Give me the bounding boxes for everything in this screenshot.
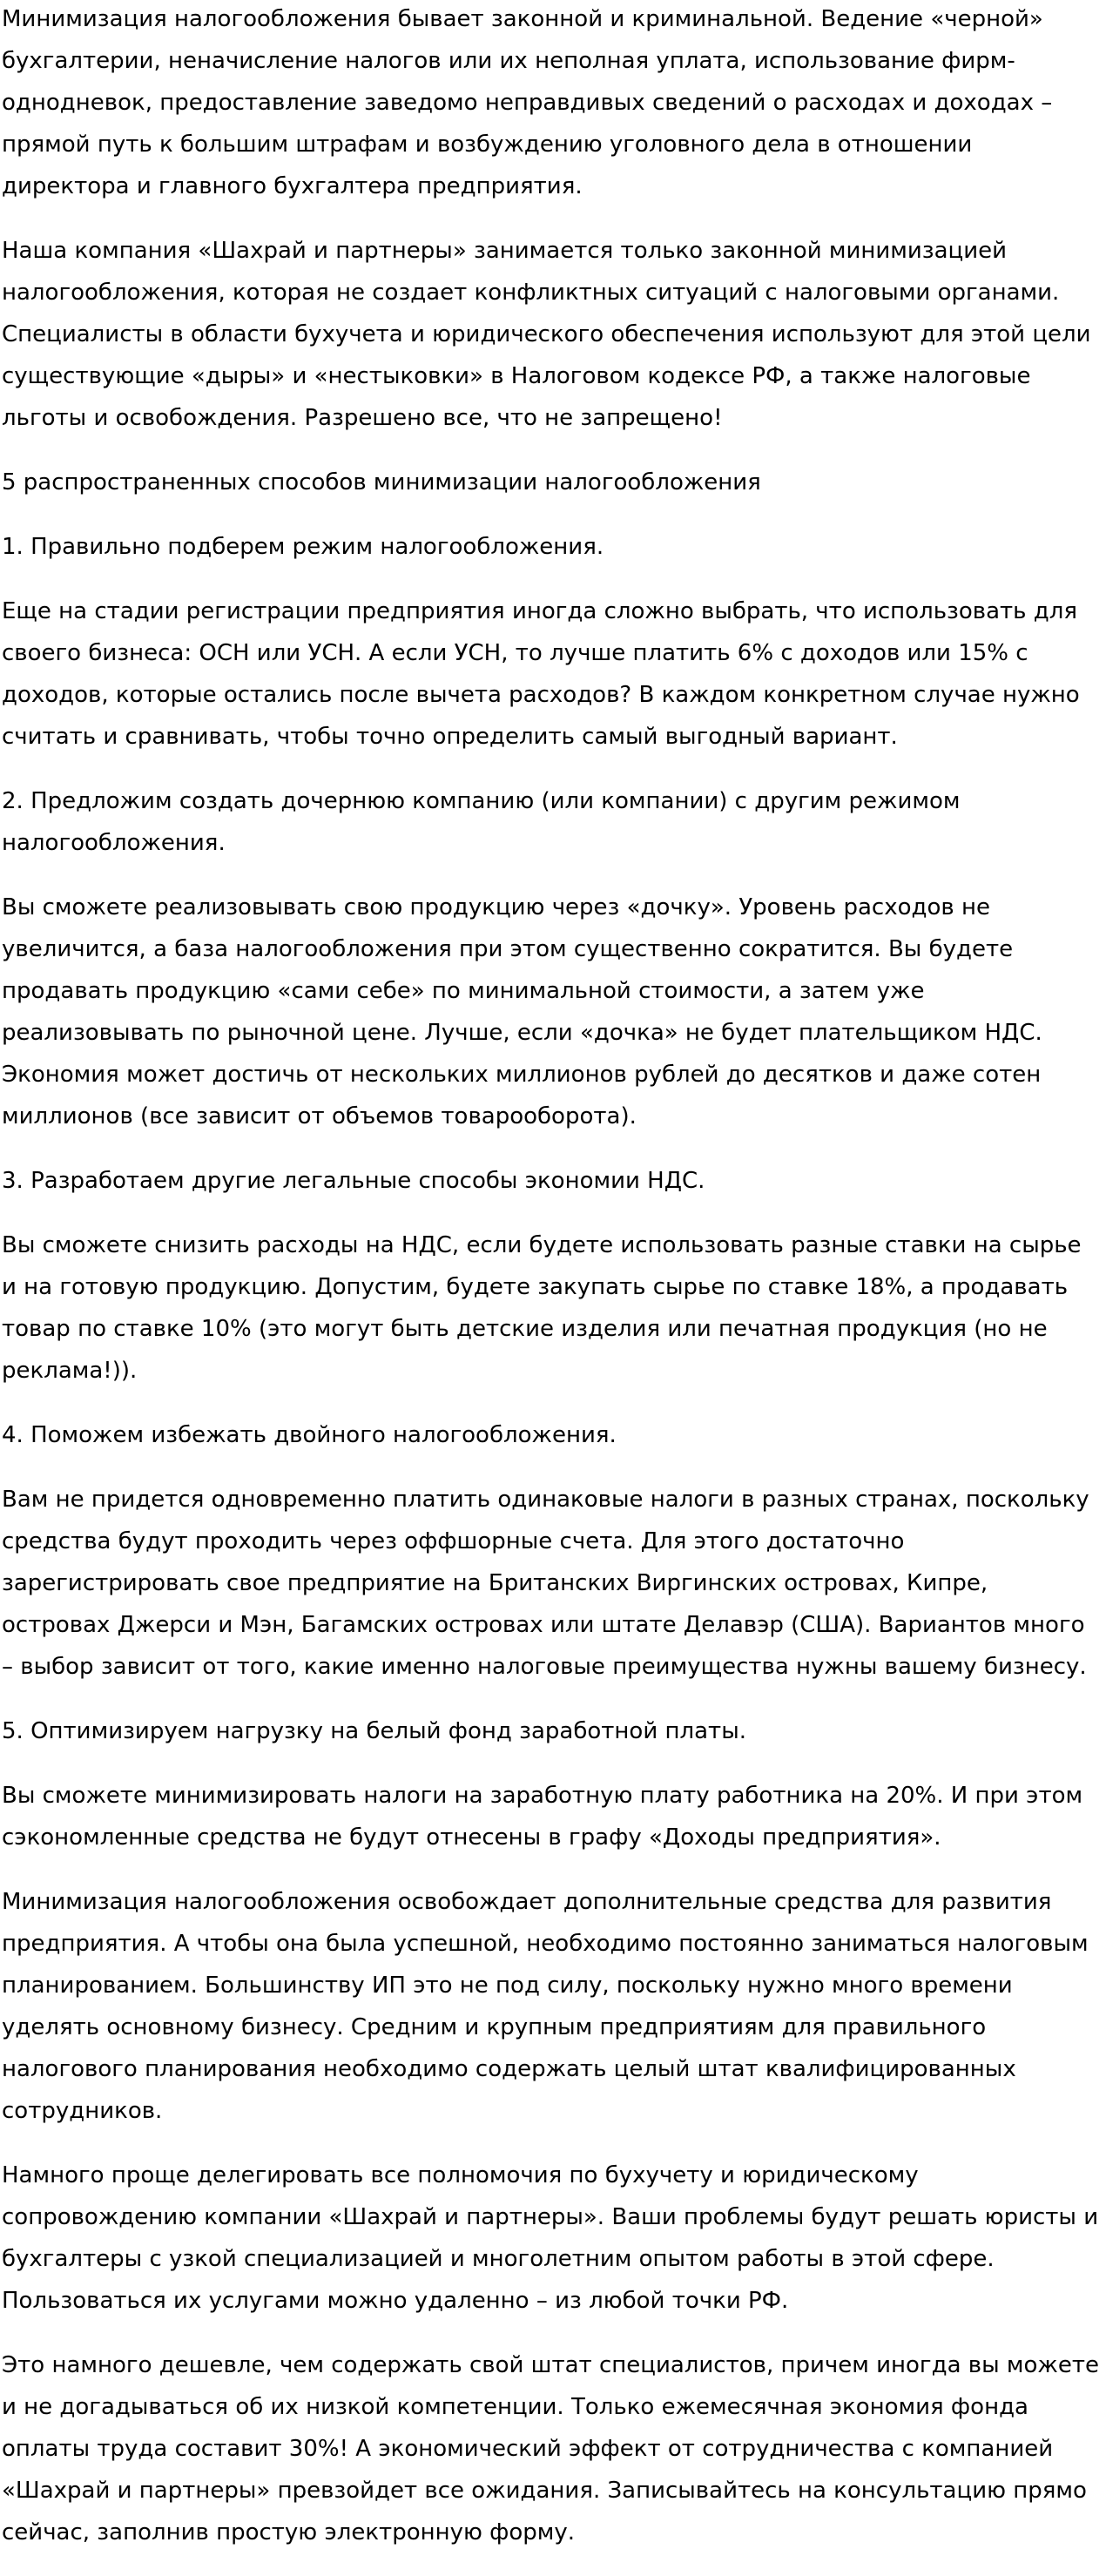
method-2-title: 2. Предложим создать дочернюю компанию (или компании) с другим режимом налогообложения. <box>2 788 961 856</box>
planning-paragraph: Минимизация налогообложения освобождает дополнительные средства для развития предприятия. А чтобы она была успешной, необходимо постоянно заниматься налоговым планированием. Большинству ИП это не под силу, поскольку нужно много времени уделять основному бизнесу. Средним и крупным предприятиям для правильного налогового планирования необходимо содержать целый штат квалифицированных сотрудников. <box>2 1889 1089 2124</box>
method-3-text: Вы сможете снизить расходы на НДС, если будете использовать разные ставки на сырье и на готовую продукцию. Допустим, будете закупать сырье по ставке 18%, а продавать товар по ставке 10% (это могут быть детские изделия или печатная продукция (но не реклама!)). <box>2 1232 1082 1384</box>
method-2-text: Вы сможете реализовывать свою продукцию через «дочку». Уровень расходов не увеличится, а база налогообложения при этом существенно сократится. Вы будете продавать продукцию «сами себе» по минимальной стоимости, а затем уже реализовывать по рыночной цене. Лучше, если «дочка» не будет плательщиком НДС. Экономия может достичь от нескольких миллионов рублей до десятков и даже сотен миллионов (все зависит от объемов товарооборота). <box>2 894 1042 1130</box>
method-5-text: Вы сможете минимизировать налоги на заработную плату работника на 20%. И при этом сэкономленные средства не будут отнесены в графу «Доходы предприятия». <box>2 1783 1083 1851</box>
company-paragraph: Наша компания «Шахрай и партнеры» занимается только законной минимизацией налогообложения, которая не создает конфликтных ситуаций с налоговыми органами. Специалисты в области бухучета и юридического обеспечения используют для этой цели существующие «дыры» и «нестыковки» в Налоговом кодексе РФ, а также налоговые льготы и освобождения. Разрешено все, что не запрещено! <box>2 238 1091 431</box>
method-4-text: Вам не придется одновременно платить одинаковые налоги в разных странах, поскольку средства будут проходить через оффшорные счета. Для этого достаточно зарегистрировать свое предприятие на Британских Виргинских островах, Кипре, островах Джерси и Мэн, Багамских островах или штате Делавэр (США). Вариантов много – выбор зависит от того, какие именно налоговые преимущества нужны вашему бизнесу. <box>2 1487 1089 1680</box>
method-1-text: Еще на стадии регистрации предприятия иногда сложно выбрать, что использовать для своего бизнеса: ОСН или УСН. А если УСН, то лучше платить 6% с доходов или 15% с доходов, которые остались после вычета расходов? В каждом конкретном случае нужно считать и сравнивать, чтобы точно определить самый выгодный вариант. <box>2 598 1080 750</box>
intro-paragraph: Минимизация налогообложения бывает законной и криминальной. Ведение «черной» бухгалтерии, неначисление налогов или их неполная уплата, использование фирм-однодневок, предоставление заведомо неправдивых сведений о расходах и доходах – прямой путь к большим штрафам и возбуждению уголовного дела в отношении директора и главного бухгалтера предприятия. <box>2 6 1053 199</box>
methods-heading: 5 распространенных способов минимизации налогообложения <box>2 469 761 496</box>
method-3-title: 3. Разработаем другие легальные способы экономии НДС. <box>2 1168 705 1194</box>
method-5-title: 5. Оптимизируем нагрузку на белый фонд заработной платы. <box>2 1718 746 1744</box>
method-4-title: 4. Поможем избежать двойного налогообложения. <box>2 1422 617 1448</box>
method-1-title: 1. Правильно подберем режим налогообложения. <box>2 534 604 560</box>
closing-paragraph: Это намного дешевле, чем содержать свой штат специалистов, причем иногда вы можете и не догадываться об их низкой компетенции. Только ежемесячная экономия фонда оплаты труда составит 30%! А экономический эффект от сотрудничества с компанией «Шахрай и партнеры» превзойдет все ожидания. Записывайтесь на консультацию прямо сейчас, заполнив простую электронную форму. <box>2 2352 1099 2546</box>
delegation-paragraph: Намного проще делегировать все полномочия по бухучету и юридическому сопровождению компании «Шахрай и партнеры». Ваши проблемы будут решать юристы и бухгалтеры с узкой специализацией и многолетним опытом работы в этой сфере. Пользоваться их услугами можно удаленно – из любой точки РФ. <box>2 2162 1099 2314</box>
